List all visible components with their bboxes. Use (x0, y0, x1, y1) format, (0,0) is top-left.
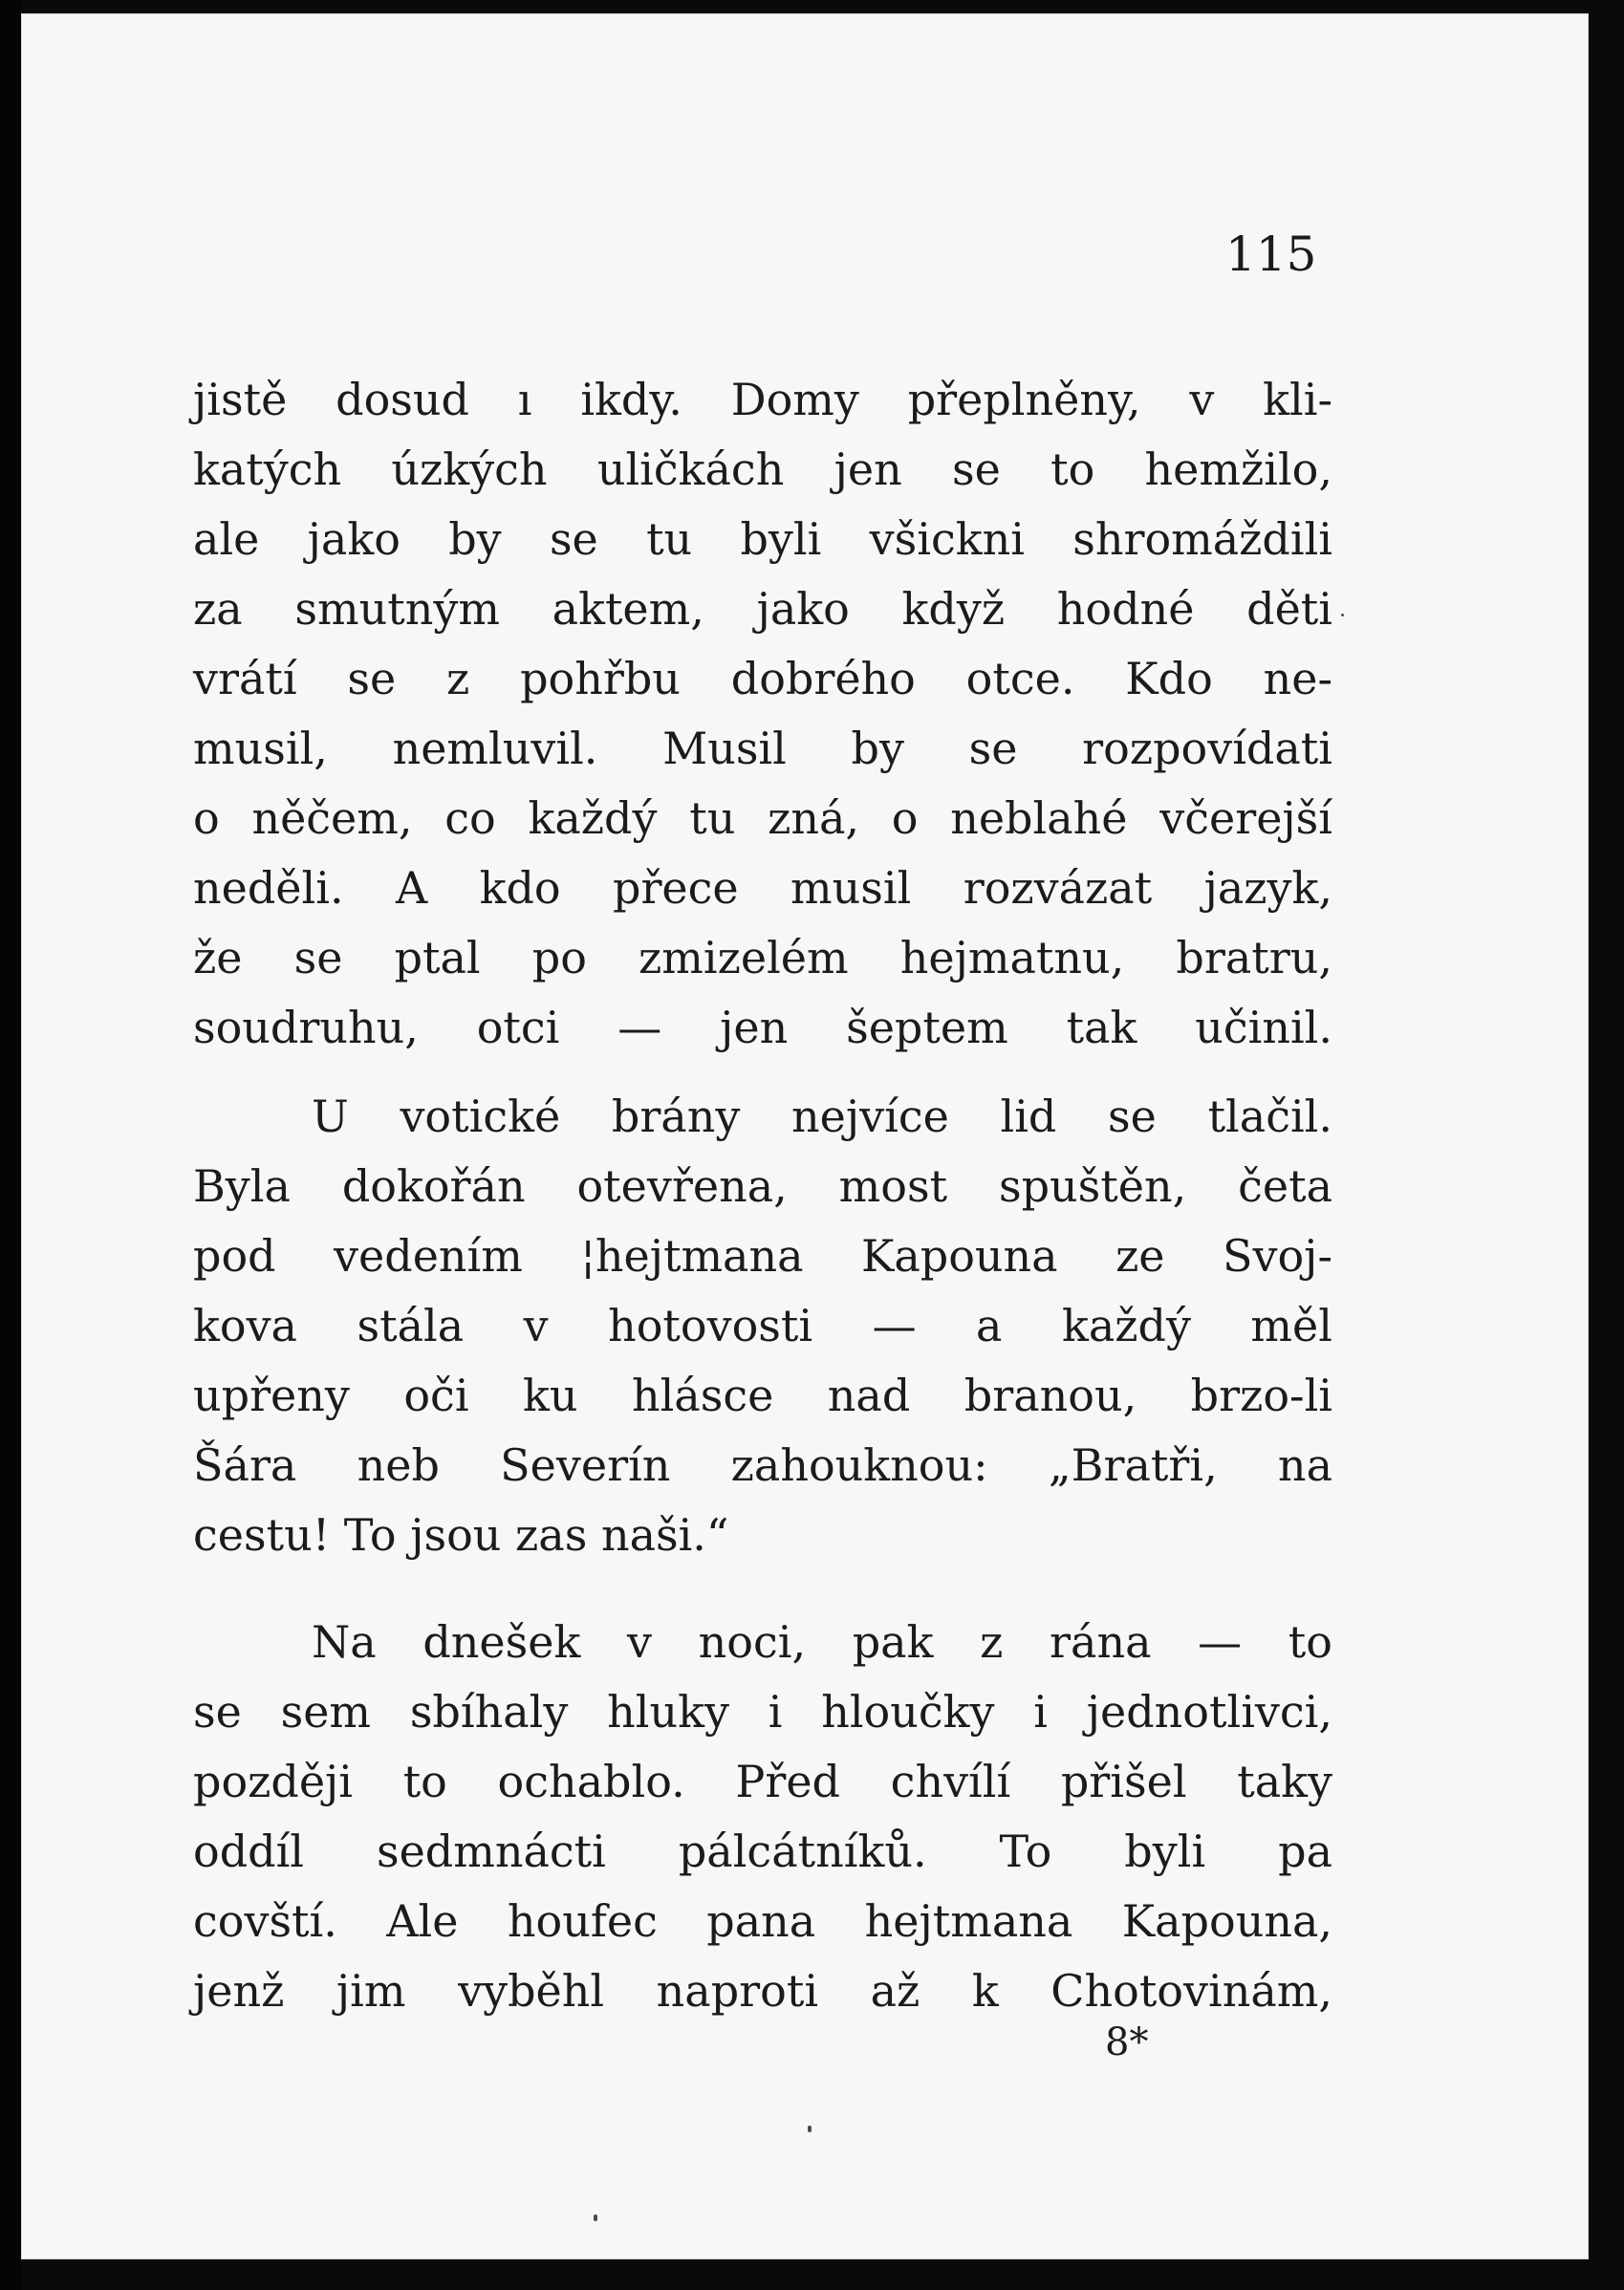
paragraph-3 (193, 1608, 1332, 2026)
text-line: pod vedením ¦hejtmana Kapouna ze Svoj- (193, 1230, 1332, 1282)
text-line: ale jako by se tu byli všickni shromáždili (193, 513, 1332, 565)
print-speck (594, 2214, 597, 2221)
text-line: U votické brány nejvíce lid se tlačil. (312, 1091, 1332, 1142)
text-line: že se ptal po zmizelém hejmatnu, bratru, (193, 932, 1332, 983)
text-line: katých úzkých uličkách jen se to hemžilo, (193, 443, 1332, 495)
text-line: covští. Ale houfec pana hejtmana Kapouna, (193, 1895, 1332, 1947)
page-number: 115 (1225, 227, 1317, 282)
paragraph-2 (193, 1082, 1332, 1570)
printer-signature: 8* (1105, 2020, 1149, 2064)
text-line: o něčem, co každý tu zná, o neblahé včerejší (193, 792, 1332, 844)
text-line: jistě dosud ı ikdy. Domy přeplněny, v kli- (193, 374, 1332, 425)
text-line: Na dnešek v noci, pak z rána — to (312, 1616, 1332, 1668)
paragraph-1 (193, 365, 1332, 1063)
print-speck (808, 2126, 812, 2132)
text-line: se sem sbíhaly hluky i hloučky i jednotlivci, (193, 1686, 1332, 1738)
book-page (21, 13, 1589, 2259)
text-line: později to ochablo. Před chvílí přišel taky (193, 1756, 1332, 1807)
text-line: musil, nemluvil. Musil by se rozpovídati (193, 723, 1332, 774)
text-line: kova stála v hotovosti — a každý měl (193, 1300, 1332, 1351)
text-line: cestu! To jsou zas naši.“ (193, 1509, 729, 1561)
text-line: za smutným aktem, jako když hodné děti (193, 583, 1332, 635)
text-line: upřeny oči ku hlásce nad branou, brzo-li (193, 1370, 1332, 1421)
text-line: vrátí se z pohřbu dobrého otce. Kdo ne- (193, 653, 1332, 704)
text-line: neděli. A kdo přece musil rozvázat jazyk, (193, 862, 1332, 914)
text-line: Šára neb Severín zahouknou: „Bratři, na (193, 1439, 1332, 1491)
text-line: oddíl sedmnácti pálcátníků. To byli pa (193, 1826, 1332, 1877)
text-line: Byla dokořán otevřena, most spuštěn, četa (193, 1160, 1332, 1212)
page-left-edge (0, 0, 21, 2290)
print-speck (1341, 614, 1344, 616)
text-line: jenž jim vyběhl naproti až k Chotovinám, (193, 1965, 1332, 2017)
text-line: soudruhu, otci — jen šeptem tak učinil. (193, 1002, 1332, 1053)
